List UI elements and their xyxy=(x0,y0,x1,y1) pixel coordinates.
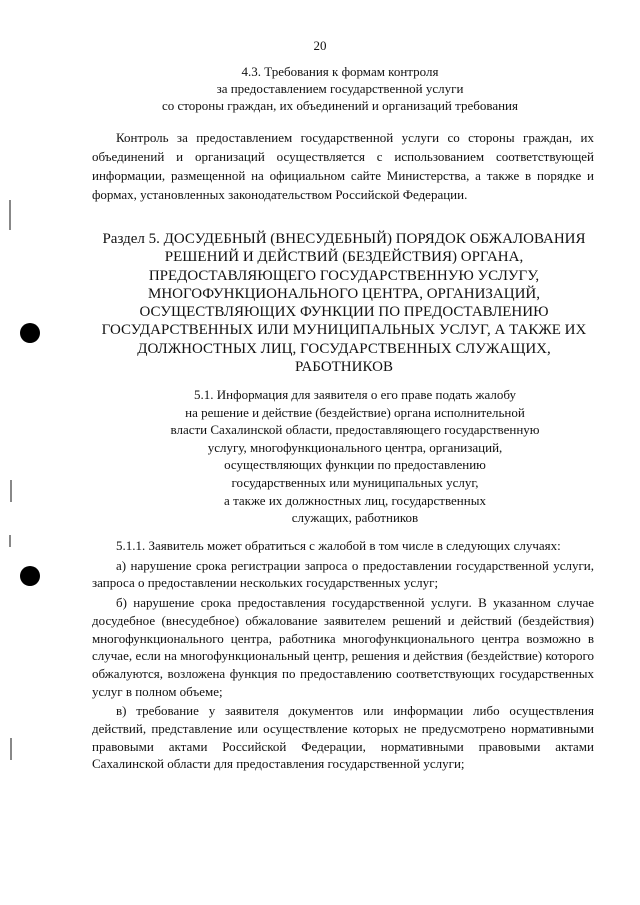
item-a: а) нарушение срока регистрации запроса о предоставлении государственной услуги, запроса о предоставлении нескольких государственных услуг; xyxy=(92,557,594,591)
section-5-title-line: РЕШЕНИЙ И ДЕЙСТВИЙ (БЕЗДЕЙСТВИЯ) ОРГАНА, xyxy=(164,249,524,266)
heading-5-1-line: а также их должностных лиц, государственных xyxy=(224,492,486,508)
heading-5-1-line: осуществляющих функции по предоставлению xyxy=(224,457,486,473)
clause-5-1-1: 5.1.1. Заявитель может обратиться с жалобой в том числе в следующих случаях: xyxy=(116,538,561,553)
heading-4-3 xyxy=(60,63,620,114)
section-5-title-line: ПРЕДОСТАВЛЯЮЩЕГО ГОСУДАРСТВЕННУЮ УСЛУГУ, xyxy=(148,267,540,284)
heading-5-1-line: власти Сахалинской области, предоставляющего государственную xyxy=(170,422,540,438)
heading-5-1 xyxy=(130,386,580,527)
heading-5-1-line: услугу, многофункционального центра, организаций, xyxy=(207,439,503,455)
heading-4-3-line: за предоставлением государственной услуги xyxy=(216,81,464,96)
section-5-title-line: ОСУЩЕСТВЛЯЮЩИХ ФУНКЦИИ ПО ПРЕДОСТАВЛЕНИЮ xyxy=(139,304,549,321)
heading-5-1-line: служащих, работников xyxy=(291,510,419,526)
scan-mark xyxy=(10,738,12,760)
scan-mark xyxy=(10,480,12,502)
section-5-title-line: ДОЛЖНОСТНЫХ ЛИЦ, ГОСУДАРСТВЕННЫХ СЛУЖАЩИХ, xyxy=(137,340,551,357)
heading-5-1-line: 5.1. Информация для заявителя о его праве подать жалобу xyxy=(194,387,516,402)
item-v: в) требование у заявителя документов или информации либо осуществления действий, представление или осуществление которых не предусмотрено нормативными правовыми актами Российской Федерации, нормативными правовыми актами Сахалинской области для предоставления государственной услуги; xyxy=(92,703,594,772)
section-5-title-line: ГОСУДАРСТВЕННЫХ ИЛИ МУНИЦИПАЛЬНЫХ УСЛУГ, А ТАКЖЕ ИХ xyxy=(101,322,587,339)
section-5-title xyxy=(88,230,600,376)
clause-5-1-1-body xyxy=(92,537,594,775)
item-b: б) нарушение срока предоставления государственной услуги. В указанном случае досудебное (внесудебное) обжалование заявителем решений и действий (бездействия) многофункционального центра, работника многофункционального центра возможно в случае, если на многофункциональный центр, решения и действия (бездействие) которого обжалуются, возложена функция по предоставлению соответствующих государственных услуг в полном объеме; xyxy=(92,595,594,699)
scan-mark xyxy=(9,200,11,230)
heading-5-1-line: на решение и действие (бездействие) органа исполнительной xyxy=(185,404,525,420)
heading-5-1-line: государственных или муниципальных услуг, xyxy=(231,474,479,490)
heading-4-3-line: со стороны граждан, их объединений и организаций требования xyxy=(161,98,518,113)
section-5-title-line: Раздел 5. ДОСУДЕБНЫЙ (ВНЕСУДЕБНЫЙ) ПОРЯДОК ОБЖАЛОВАНИЯ xyxy=(102,231,586,247)
scan-mark xyxy=(9,535,11,547)
page-number: 20 xyxy=(313,38,327,53)
heading-4-3-line: 4.3. Требования к формам контроля xyxy=(241,64,439,79)
paragraph-4-3: Контроль за предоставлением государственной услуги со стороны граждан, их объединений и организаций осуществляется с использованием соответствующей информации, размещенной на официальном сайте Министерства, а также в порядке и формах, установленных законодательством Российской Федерации. xyxy=(92,130,594,202)
punch-hole xyxy=(20,323,40,343)
section-5-title-line: МНОГОФУНКЦИОНАЛЬНОГО ЦЕНТРА, ОРГАНИЗАЦИЙ, xyxy=(147,285,541,302)
section-5-title-line: РАБОТНИКОВ xyxy=(295,359,393,376)
punch-hole xyxy=(20,566,40,586)
